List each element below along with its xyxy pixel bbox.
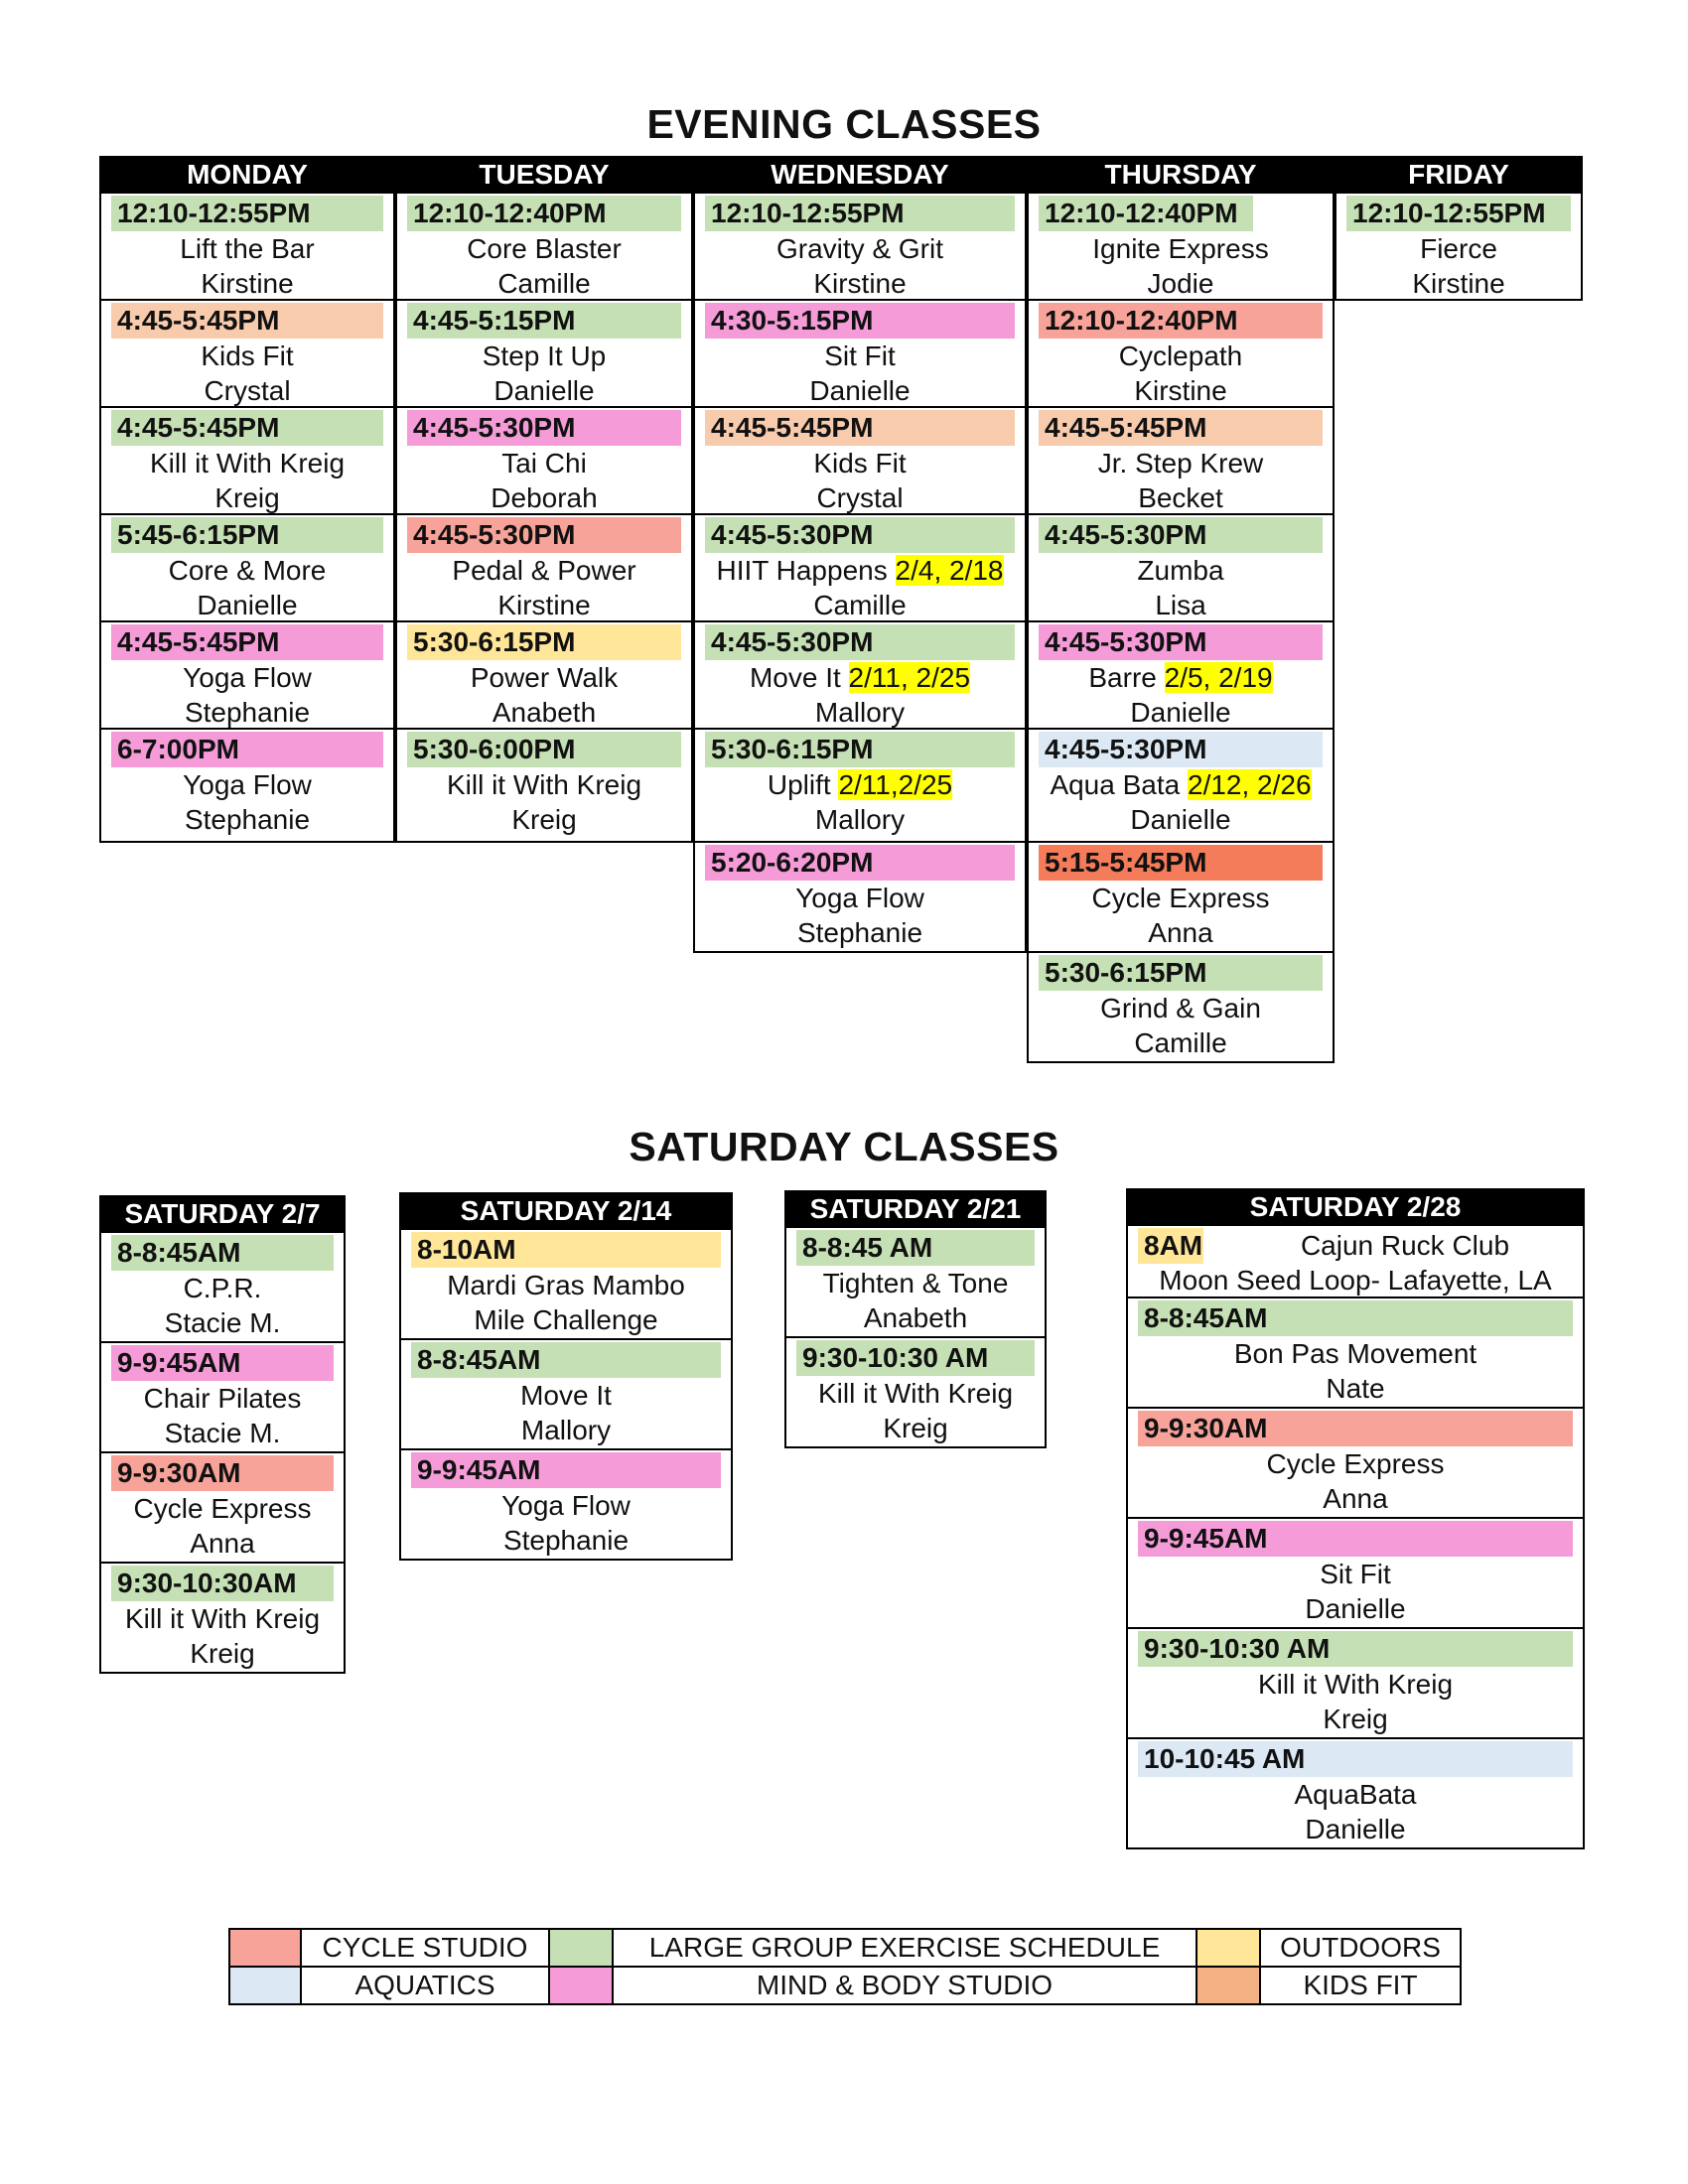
wednesday-column [693, 156, 1027, 953]
class-cell [399, 1230, 733, 1340]
class-instructor: Crystal [204, 375, 291, 406]
class-time: 9:30-10:30 AM [796, 1340, 1035, 1376]
class-time: 4:45-5:45PM [1039, 410, 1323, 446]
class-cell [99, 1453, 346, 1564]
class-name: Kids Fit [813, 448, 907, 478]
class-cell [1126, 1629, 1585, 1739]
class-time: 12:10-12:55PM [705, 196, 1015, 231]
class-name: Core Blaster [467, 233, 622, 264]
class-name-line [1029, 767, 1333, 803]
outdoors-swatch [1196, 1929, 1260, 1967]
class-name: Kill it With Kreig [446, 769, 642, 800]
class-name: Bon Pas Movement [1233, 1338, 1477, 1369]
class-name: HIIT Happens [716, 555, 888, 586]
class-instructor: Kirstine [497, 590, 591, 620]
class-dates: 2/11,2/25 [838, 769, 953, 800]
tuesday-column [395, 156, 693, 843]
class-cell [1027, 301, 1335, 408]
class-name: Kill it With Kreig [124, 1603, 321, 1634]
thursday-header: THURSDAY [1027, 156, 1335, 194]
class-time: 4:45-5:30PM [407, 410, 681, 446]
class-name: Tighten & Tone [822, 1268, 1009, 1298]
class-time: 5:30-6:00PM [407, 732, 681, 767]
class-cell [99, 408, 395, 515]
class-instructor: Stephanie [502, 1525, 630, 1556]
class-cell [1335, 194, 1583, 301]
class-time: 8-10AM [411, 1232, 721, 1268]
class-cell [99, 622, 395, 730]
wednesday-header: WEDNESDAY [693, 156, 1027, 194]
class-time: 4:45-5:15PM [407, 303, 681, 339]
class-instructor: Kirstine [813, 268, 907, 299]
class-instructor: Anabeth [492, 697, 597, 728]
class-time: 5:30-6:15PM [1039, 955, 1323, 991]
class-time: 4:45-5:30PM [705, 624, 1015, 660]
class-name: Cycle Express [1091, 883, 1270, 913]
class-instructor: Danielle [809, 375, 911, 406]
saturday-2-7-column [99, 1195, 346, 1674]
mind-body-swatch [549, 1967, 613, 2004]
class-instructor: Anna [190, 1528, 255, 1559]
saturday-2-28-header: SATURDAY 2/28 [1126, 1188, 1585, 1226]
class-dates: 2/12, 2/26 [1188, 769, 1312, 800]
class-time: 8-8:45AM [411, 1342, 721, 1378]
class-name: Aqua Bata [1050, 769, 1181, 800]
class-time: 4:45-5:30PM [1039, 517, 1323, 553]
evening-classes-title: EVENING CLASSES [646, 101, 1042, 147]
class-cell [1027, 730, 1335, 843]
class-name-line [695, 553, 1025, 589]
saturday-2-7-header: SATURDAY 2/7 [99, 1195, 346, 1233]
class-name: Chair Pilates [143, 1383, 302, 1414]
class-cell [1027, 515, 1335, 622]
class-instructor: Stacie M. [164, 1418, 281, 1448]
class-name: Kill it With Kreig [149, 448, 346, 478]
class-instructor: Danielle [1130, 697, 1231, 728]
class-name: Sit Fit [1320, 1559, 1391, 1589]
class-cell [395, 730, 693, 843]
class-time: 8-8:45 AM [796, 1230, 1035, 1266]
class-name: Grind & Gain [1100, 993, 1261, 1024]
color-legend [228, 1928, 1462, 2005]
class-cell [399, 1450, 733, 1561]
class-cell [1027, 408, 1335, 515]
class-time: 5:45-6:15PM [111, 517, 383, 553]
class-instructor: Kreig [190, 1638, 255, 1669]
class-time: 4:45-5:45PM [111, 624, 383, 660]
class-cell [1126, 1298, 1585, 1409]
class-cell [693, 408, 1027, 515]
class-name: Ignite Express [1092, 233, 1269, 264]
class-time: 5:20-6:20PM [705, 845, 1015, 881]
class-instructor: Stephanie [184, 697, 311, 728]
class-time: 4:45-5:45PM [111, 410, 383, 446]
class-time: 9-9:45AM [1138, 1521, 1573, 1557]
class-name: Cyclepath [1118, 341, 1243, 371]
class-time: 8AM [1138, 1228, 1203, 1264]
class-instructor: Camille [1134, 1027, 1227, 1058]
class-time: 9-9:30AM [1138, 1411, 1573, 1446]
saturday-2-14-header: SATURDAY 2/14 [399, 1192, 733, 1230]
class-time: 9-9:45AM [111, 1345, 334, 1381]
class-time: 9:30-10:30 AM [1138, 1631, 1573, 1667]
class-time: 4:45-5:30PM [407, 517, 681, 553]
saturday-2-14-column [399, 1192, 733, 1561]
class-instructor: Lisa [1155, 590, 1206, 620]
friday-header: FRIDAY [1335, 156, 1583, 194]
class-time: 12:10-12:40PM [1039, 303, 1323, 339]
class-cell [693, 194, 1027, 301]
class-name: Power Walk [470, 662, 619, 693]
class-cell [395, 622, 693, 730]
class-cell [693, 843, 1027, 953]
class-name: Core & More [168, 555, 327, 586]
class-instructor: Kirstine [1412, 268, 1505, 299]
class-instructor: Nate [1326, 1373, 1385, 1404]
legend-label-outdoors: OUTDOORS [1260, 1929, 1461, 1967]
class-dates: 2/5, 2/19 [1164, 662, 1273, 693]
class-time: 9:30-10:30AM [111, 1566, 334, 1601]
class-cell [1027, 843, 1335, 953]
class-name: Cycle Express [133, 1493, 312, 1524]
saturday-2-21-column [784, 1190, 1047, 1448]
class-cell [693, 301, 1027, 408]
large-group-swatch [549, 1929, 613, 1967]
class-instructor: Kreig [1323, 1704, 1388, 1734]
class-name: Lift the Bar [180, 233, 315, 264]
monday-column [99, 156, 395, 843]
class-cell [1126, 1739, 1585, 1849]
class-time: 6-7:00PM [111, 732, 383, 767]
class-name: Kill it With Kreig [817, 1378, 1014, 1409]
class-instructor: Kirstine [1134, 375, 1227, 406]
class-instructor: Kreig [883, 1413, 948, 1443]
class-instructor: Stephanie [796, 917, 923, 948]
class-time: 12:10-12:40PM [407, 196, 681, 231]
class-instructor: Camille [813, 590, 907, 620]
class-cell [693, 730, 1027, 843]
class-time: 9-9:45AM [411, 1452, 721, 1488]
class-instructor: Kreig [214, 482, 280, 513]
class-name: Cajun Ruck Club [1300, 1230, 1510, 1261]
class-instructor: Mallory [814, 804, 906, 835]
class-cell [99, 194, 395, 301]
class-name: Fierce [1420, 233, 1497, 264]
class-instructor: Anna [1323, 1483, 1388, 1514]
class-time: 4:45-5:45PM [111, 303, 383, 339]
class-instructor: Kreig [511, 804, 577, 835]
class-instructor: Danielle [1130, 804, 1231, 835]
class-cell [395, 194, 693, 301]
thursday-column [1027, 156, 1335, 1063]
class-time: 8-8:45AM [1138, 1300, 1573, 1336]
class-cell [99, 1343, 346, 1453]
class-instructor: Stacie M. [164, 1307, 281, 1338]
class-name: Mardi Gras Mambo [447, 1270, 685, 1300]
class-name: Pedal & Power [452, 555, 636, 586]
class-name: Barre [1088, 662, 1157, 693]
class-cell [395, 408, 693, 515]
class-instructor: Stephanie [184, 804, 311, 835]
class-time: 12:10-12:55PM [1346, 196, 1571, 231]
class-time: 4:30-5:15PM [705, 303, 1015, 339]
class-name: Kids Fit [201, 341, 294, 371]
class-time: 5:15-5:45PM [1039, 845, 1323, 881]
legend-label-mind-body: MIND & BODY STUDIO [613, 1967, 1196, 2004]
class-name: Uplift [767, 769, 831, 800]
class-name: Yoga Flow [183, 662, 312, 693]
legend-label-large-group: LARGE GROUP EXERCISE SCHEDULE [613, 1929, 1196, 1967]
class-cell [693, 622, 1027, 730]
class-cell [399, 1340, 733, 1450]
class-name: C.P.R. [183, 1273, 262, 1303]
class-name: Sit Fit [824, 341, 896, 371]
monday-header: MONDAY [99, 156, 395, 194]
class-time: 12:10-12:55PM [111, 196, 383, 231]
class-instructor: Danielle [493, 375, 595, 406]
kids-fit-swatch [1196, 1967, 1260, 2004]
friday-column [1335, 156, 1583, 301]
class-name: Move It [520, 1380, 612, 1411]
class-name: Gravity & Grit [775, 233, 943, 264]
class-time: 4:45-5:30PM [705, 517, 1015, 553]
class-cell [693, 515, 1027, 622]
class-time: 8-8:45AM [111, 1235, 334, 1271]
class-time: 10-10:45 AM [1138, 1741, 1573, 1777]
class-cell [99, 301, 395, 408]
class-name-line [1029, 660, 1333, 696]
aquatics-swatch [229, 1967, 301, 2004]
class-time: 4:45-5:30PM [1039, 732, 1323, 767]
class-instructor: Camille [497, 268, 591, 299]
tuesday-header: TUESDAY [395, 156, 693, 194]
class-cell [1126, 1409, 1585, 1519]
class-instructor: Mallory [520, 1415, 612, 1445]
class-instructor: Deborah [491, 482, 598, 513]
class-cell [99, 1233, 346, 1343]
class-cell [99, 515, 395, 622]
saturday-classes-title: SATURDAY CLASSES [629, 1124, 1059, 1169]
class-name: Tai Chi [501, 448, 587, 478]
legend-label-aquatics: AQUATICS [301, 1967, 549, 2004]
class-cell [1027, 622, 1335, 730]
class-time: 5:30-6:15PM [705, 732, 1015, 767]
class-time: 4:45-5:30PM [1039, 624, 1323, 660]
class-cell [99, 730, 395, 843]
saturday-2-21-header: SATURDAY 2/21 [784, 1190, 1047, 1228]
class-instructor: Anabeth [863, 1302, 968, 1333]
class-instructor: Becket [1138, 482, 1223, 513]
legend-label-kids-fit: KIDS FIT [1260, 1967, 1461, 2004]
class-name: Move It [749, 662, 841, 693]
class-name: Yoga Flow [501, 1490, 631, 1521]
class-instructor: Danielle [197, 590, 298, 620]
class-cell [1027, 953, 1335, 1063]
class-cell [1126, 1519, 1585, 1629]
class-instructor: Mile Challenge [474, 1304, 658, 1335]
class-instructor: Anna [1148, 917, 1213, 948]
class-name: Yoga Flow [183, 769, 312, 800]
class-cell [99, 1564, 346, 1674]
class-instructor: Danielle [1305, 1814, 1406, 1844]
class-cell [1126, 1226, 1585, 1298]
class-name: Kill it With Kreig [1257, 1669, 1454, 1700]
class-name: Yoga Flow [795, 883, 924, 913]
class-time: 5:30-6:15PM [407, 624, 681, 660]
class-name: Zumba [1137, 555, 1224, 586]
class-instructor: Moon Seed Loop- Lafayette, LA [1159, 1265, 1552, 1296]
class-dates: 2/11, 2/25 [848, 662, 971, 693]
class-name-line [695, 767, 1025, 803]
class-name: Cycle Express [1266, 1448, 1445, 1479]
class-time: 4:45-5:45PM [705, 410, 1015, 446]
class-name-line [695, 660, 1025, 696]
class-dates: 2/4, 2/18 [895, 555, 1004, 586]
saturday-2-28-column [1126, 1188, 1585, 1849]
class-cell [784, 1228, 1047, 1338]
class-cell [395, 301, 693, 408]
class-time: 9-9:30AM [111, 1455, 334, 1491]
class-name: Jr. Step Krew [1097, 448, 1264, 478]
class-cell [784, 1338, 1047, 1448]
cycle-studio-swatch [229, 1929, 301, 1967]
class-name: AquaBata [1294, 1779, 1417, 1810]
class-instructor: Kirstine [201, 268, 294, 299]
class-instructor: Danielle [1305, 1593, 1406, 1624]
legend-label-cycle-studio: CYCLE STUDIO [301, 1929, 549, 1967]
class-cell [395, 515, 693, 622]
class-instructor: Mallory [814, 697, 906, 728]
class-time: 12:10-12:40PM [1039, 196, 1253, 231]
class-name: Step It Up [482, 341, 607, 371]
class-cell [1027, 194, 1335, 301]
class-instructor: Jodie [1147, 268, 1214, 299]
class-instructor: Crystal [816, 482, 904, 513]
